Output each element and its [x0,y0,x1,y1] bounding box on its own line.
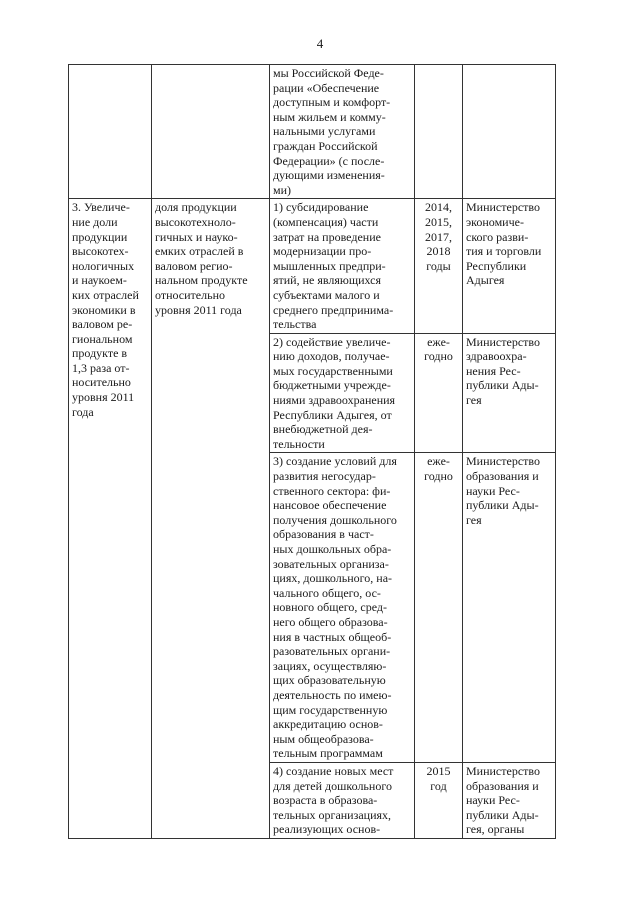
measures-table [68,64,556,839]
cell-line: чального общего, ос- [273,585,381,600]
cell-line: Министерство [466,200,540,215]
cell-line: реализующих основ- [273,822,381,837]
cell-line: ния в частных общеоб- [273,629,392,644]
cell-line: щих образовательную [273,673,386,688]
cell-line: Республики Адыгея, от [273,407,392,422]
measure-cell [270,453,415,762]
cell-line: образования и [466,778,539,793]
cell-line: нансовое обеспечение [273,498,387,513]
cell-line: ных дошкольных обра- [273,542,392,556]
measure-cell [270,762,415,838]
cell-line: развития негосудар- [273,469,376,484]
table-row [69,65,556,199]
measure-cell [270,199,415,333]
cell-line: тельных организациях, [273,807,392,822]
cell-line: здравоохра- [466,349,527,364]
cell-line: высокотехноло- [155,214,236,229]
cell-line: доступным и комфорт- [273,95,391,110]
cell-line: уровня 2011 года [155,302,242,317]
cell-line: годы [426,258,451,273]
cell-line: Адыгея [466,273,505,288]
cell-line: мых государственными [273,363,393,378]
cell-line: и наукоем- [72,273,127,288]
cell-line: зовательных организа- [273,556,389,571]
cell-line: ниями здравоохранения [273,393,396,408]
executor-cell [463,762,556,838]
cell-line: валовом ре- [72,317,133,332]
cell-line: относительно [155,287,226,302]
cell-line: нальными услугами [273,124,376,139]
cell-line: возраста в образова- [273,793,378,808]
cell-line: 2015, [425,214,452,229]
cell-line: 2017, [425,229,452,244]
cell-line: бюджетными учрежде- [273,378,391,393]
cell-line: ственного сектора: фи- [273,483,391,498]
cell-line: 1,3 раза от- [72,360,130,375]
table-row [69,199,556,333]
cell-line: науки Рес- [466,793,520,808]
goal-cell [69,65,152,199]
cell-line: тельства [273,317,317,332]
cell-line: года [72,404,94,419]
cell-line: 1) субсидирование [273,200,369,215]
period-cell [415,453,463,762]
cell-line: ным общеобразова- [273,731,374,746]
cell-line: 3. Увеличе- [72,200,130,215]
page-number: 4 [316,36,324,51]
cell-line: среднего предпринима- [273,302,394,317]
cell-line: субъектами малого и [273,287,380,302]
period-cell [415,762,463,838]
cell-line: для детей дошкольного [273,778,392,793]
cell-line: продукте в [72,346,128,361]
cell-line: гиональном [72,331,133,346]
cell-line: публики Ады- [466,807,539,822]
period-cell [415,65,463,199]
cell-line: ких отраслей [72,287,139,302]
measure-cell [270,333,415,453]
cell-line: тия и торговли [466,244,542,259]
cell-line: емких отраслей в [155,244,244,259]
cell-line: год [430,778,447,793]
cell-line: разовательных органи- [273,644,391,659]
cell-line: высокотех- [72,244,129,259]
indicator-cell [152,65,270,199]
period-cell [415,333,463,453]
cell-line: деятельность по имею- [273,687,392,702]
cell-line: продукции [72,229,128,244]
cell-line: ского разви- [466,229,529,244]
cell-line: доля продукции [155,200,237,215]
cell-line: нологичных [72,258,135,273]
cell-line: Федерации» (с после- [273,153,385,168]
cell-line: 2018 [426,244,451,259]
cell-line: модернизации про- [273,244,372,259]
cell-line: (компенсация) части [273,214,379,229]
cell-line: еже- [427,334,450,349]
cell-line: получения дошкольного [273,512,397,527]
cell-line: 2) содействие увеличе- [273,334,391,349]
cell-line: щим государственную [273,702,388,717]
cell-line: публики Ады- [466,498,539,513]
indicator-cell [152,199,270,839]
cell-line: валовом регио- [155,258,233,273]
measure-cell [270,65,415,199]
cell-line: мы Российской Феде- [273,66,384,80]
cell-line: затрат на проведение [273,229,381,244]
cell-line: Министерство [466,763,540,778]
cell-line: еже- [427,454,450,469]
cell-line: гея, органы [466,822,525,837]
cell-line: новного общего, сред- [273,600,388,615]
cell-line: ным жильем и комму- [273,109,386,124]
goal-cell [69,199,152,839]
cell-line: нения Рес- [466,363,521,378]
cell-line: публики Ады- [466,378,539,393]
cell-line: образования и [466,469,539,484]
executor-cell [463,453,556,762]
cell-line: 2014, [425,200,452,215]
cell-line: рации «Обеспечение [273,80,380,95]
cell-line: зациях, осуществляю- [273,658,387,673]
cell-line: тельности [273,436,325,451]
cell-line: ми) [273,182,292,197]
executor-cell [463,333,556,453]
cell-line: нию доходов, получае- [273,349,390,364]
cell-line: циях, дошкольного, на- [273,571,393,586]
cell-line: экономики в [72,302,136,317]
cell-line: 2015 [426,763,451,778]
cell-line: гичных и науко- [155,229,238,244]
cell-line: нальном продукте [155,273,248,288]
cell-line: 4) создание новых мест [273,763,394,778]
cell-line: дующими изменения- [273,168,385,183]
cell-line: граждан Российской [273,138,378,153]
cell-line: внебюджетной дея- [273,422,373,437]
cell-line: гея [466,512,482,527]
cell-line: Министерство [466,454,540,469]
cell-line: ние доли [72,214,118,229]
cell-line: него общего образова- [273,614,388,629]
cell-line: тельным программам [273,746,383,761]
executor-cell [463,199,556,333]
cell-line: гея [466,393,482,408]
cell-line: годно [424,469,453,484]
cell-line: ятий, не являющихся [273,273,382,288]
executor-cell [463,65,556,199]
period-cell [415,199,463,333]
cell-line: годно [424,349,453,364]
cell-line: уровня 2011 [72,390,135,405]
cell-line: образования в част- [273,527,374,542]
cell-line: экономиче- [466,214,524,229]
cell-line: науки Рес- [466,483,520,498]
cell-line: 3) создание условий для [273,454,397,469]
cell-line: Министерство [466,334,540,349]
cell-line: носительно [72,375,131,390]
cell-line: аккредитацию основ- [273,717,383,732]
cell-line: Республики [466,258,527,273]
cell-line: мышленных предпри- [273,258,386,273]
